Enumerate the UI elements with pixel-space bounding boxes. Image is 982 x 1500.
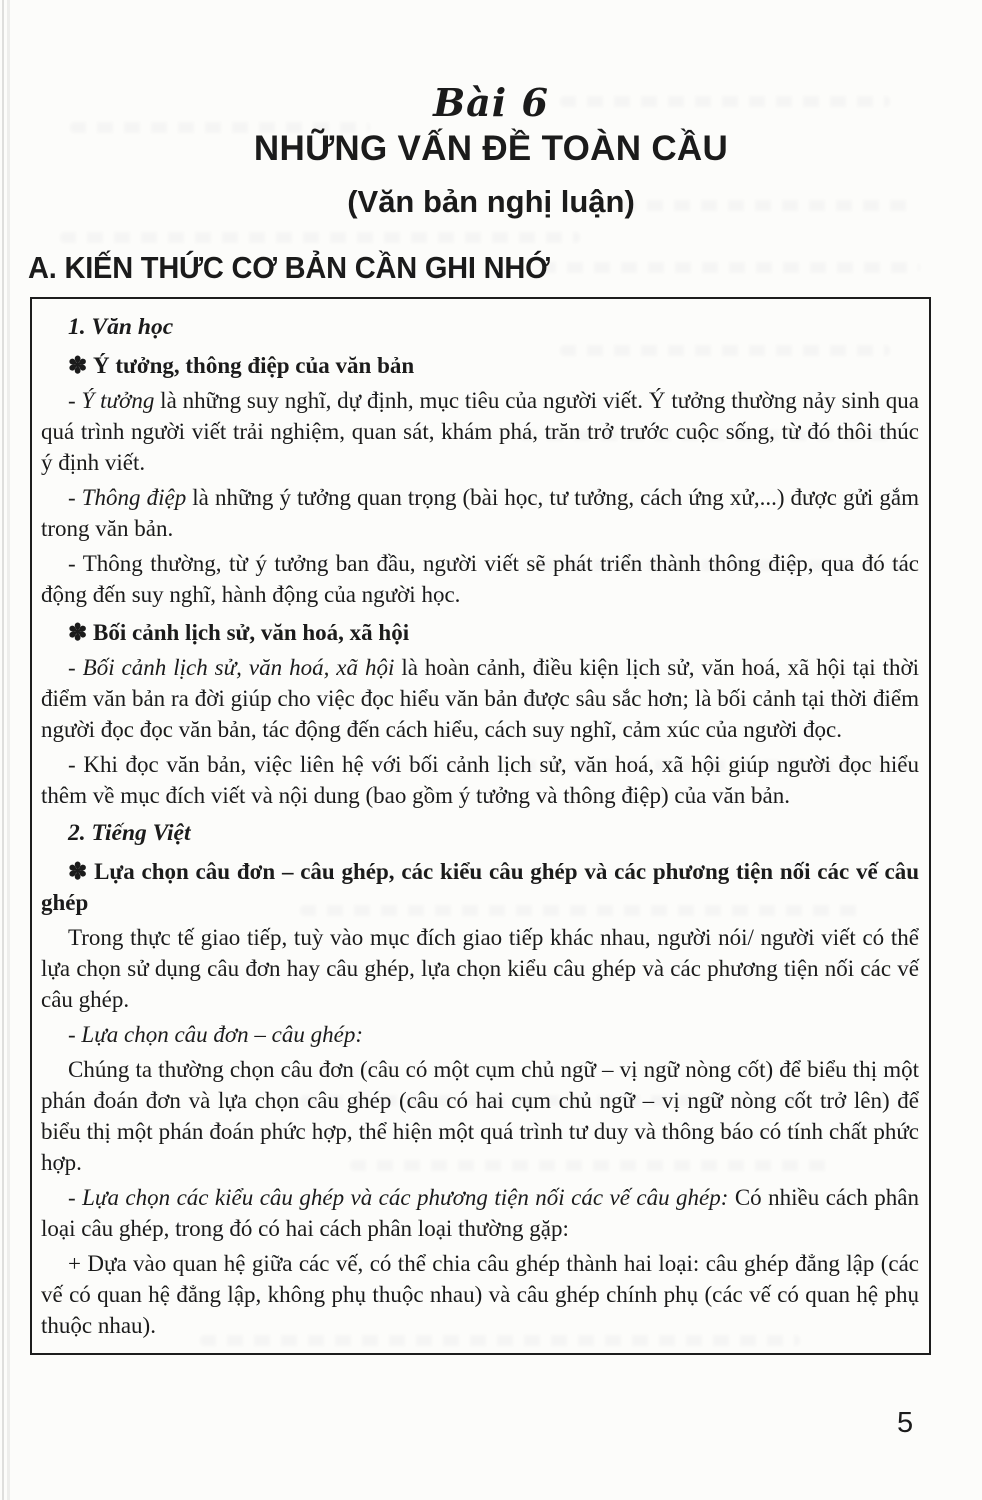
lesson-label: Bài 6 xyxy=(433,80,549,125)
paragraph: - Bối cảnh lịch sử, văn hoá, xã hội là hoàn cảnh, điều kiện lịch sử, văn hoá, xã hội tại thời điểm văn bản ra đời giúp cho việc đọc hiểu văn bản được sâu sắc hơn; là bối cảnh tại thời điểm người đọc đọc văn bản, tác động đến cách hiểu, cách suy nghĩ, cảm xúc của người đọc. xyxy=(41,655,919,742)
page-subtitle: (Văn bản nghị luận) xyxy=(347,184,635,219)
subsection-heading: 2. Tiếng Việt xyxy=(68,820,191,846)
paragraph: - Ý tưởng là những suy nghĩ, dự định, mục tiêu của người viết. Ý tưởng thường nảy sinh qua quá trình người viết trải nghiệm, quan sát, khám phá, trăn trở trước cuộc sống, từ đó thôi thúc ý định viết. xyxy=(41,388,919,475)
knowledge-box-content xyxy=(41,312,919,1341)
bleed-through-artifact xyxy=(540,262,920,273)
paragraph: Chúng ta thường chọn câu đơn (câu có một cụm chủ ngữ – vị ngữ nòng cốt) để biểu thị một phán đoán đơn và lựa chọn câu ghép (câu có hai cụm chủ ngữ – vị ngữ nòng cốt trở lên) để biểu thị một phán đoán phức hợp, thể hiện một quá trình tư duy và thông báo có tính chất phức hợp. xyxy=(41,1057,919,1175)
paragraph: - Thông thường, từ ý tưởng ban đầu, người viết sẽ phát triển thành thông điệp, qua đó tác động đến suy nghĩ, hành động của người học. xyxy=(41,551,919,607)
paragraph: - Lựa chọn câu đơn – câu ghép: xyxy=(68,1022,364,1047)
subsection-heading: 1. Văn học xyxy=(68,314,174,340)
paragraph: - Thông điệp là những ý tưởng quan trọng (bài học, tư tưởng, cách ứng xử,...) được gửi gắm trong văn bản. xyxy=(41,485,919,541)
asterisk-icon: ✽ xyxy=(68,859,95,884)
scan-edge-artifact xyxy=(2,0,4,1500)
scan-edge-artifact xyxy=(7,0,10,1500)
star-heading: ✽ Bối cảnh lịch sử, văn hoá, xã hội xyxy=(68,620,410,645)
page-title: NHỮNG VẤN ĐỀ TOÀN CẦU xyxy=(253,129,729,168)
page-number: 5 xyxy=(897,1407,914,1439)
paragraph: + Dựa vào quan hệ giữa các vế, có thể chia câu ghép thành hai loại: câu ghép đẳng lập (các vế có quan hệ đẳng lập, không phụ thuộc nhau) và câu ghép chính phụ (các vế có quan hệ phụ thuộc nhau). xyxy=(41,1251,919,1338)
paragraph: Trong thực tế giao tiếp, tuỳ vào mục đích giao tiếp khác nhau, người nói/ người viết có thể lựa chọn sử dụng câu đơn hay câu ghép, lựa chọn kiểu câu ghép và các phương tiện nối các vế câu ghép. xyxy=(41,925,919,1012)
knowledge-box xyxy=(30,297,931,1355)
asterisk-icon: ✽ xyxy=(68,620,94,645)
asterisk-icon: ✽ xyxy=(68,353,94,378)
paragraph: - Lựa chọn các kiểu câu ghép và các phương tiện nối các vế câu ghép: Có nhiều cách phân loại câu ghép, trong đó có hai cách phân loại thường gặp: xyxy=(41,1185,919,1241)
star-heading: ✽ Lựa chọn câu đơn – câu ghép, các kiểu câu ghép và các phương tiện nối các vế câu ghép xyxy=(41,859,919,915)
section-a-heading: A. KIẾN THỨC CƠ BẢN CẦN GHI NHỚ xyxy=(28,252,550,286)
star-heading: ✽ Ý tưởng, thông điệp của văn bản xyxy=(68,353,415,378)
bleed-through-artifact xyxy=(60,232,580,243)
paragraph: - Khi đọc văn bản, việc liên hệ với bối cảnh lịch sử, văn hoá, xã hội giúp người đọc hiểu thêm về mục đích viết và nội dung (bao gồm ý tưởng và thông điệp) của văn bản. xyxy=(41,752,919,808)
